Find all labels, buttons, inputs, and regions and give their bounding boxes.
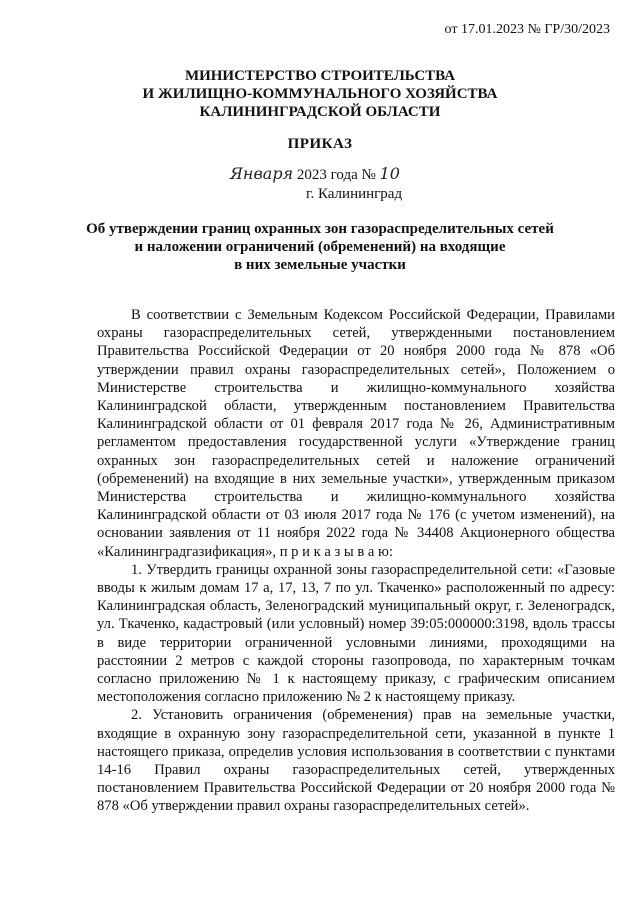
subject-line-3: в них земельные участки [234, 257, 406, 273]
paragraph-preamble: В соответствии с Земельным Кодексом Российской Федерации, Правилами охраны газораспределительных сетей, утвержденными постановлением Правительства Российской Федерации от 20 ноября 2000 года № 878 «Об утверждении правил охраны газораспределительных сетей», Положением о Министерстве строительства и жилищно-коммунального хозяйства Калининградской области, утвержденным постановлением Правительства Калининградской области от 01 февраля 2017 года № 26, Административным регламентом предоставления государственной услуги «Утверждение границ охранных зон газораспределительных сетей и наложение ограничений (обременений) на входящие в них земельные участки», утвержденным приказом Министерства строительства и жилищно-коммунального хозяйства Калининградской области от 03 июля 2017 года № 176 (с учетом изменений), на основании заявления от 11 ноября 2022 года № 34408 Акционерного общества «Калининградгазификация», п р и к а з ы в а ю: [97, 307, 615, 560]
ministry-line-1: МИНИСТЕРСТВО СТРОИТЕЛЬСТВА [184, 68, 456, 84]
city: г. Калининград [306, 186, 403, 202]
subject-line-1: Об утверждении границ охранных зон газораспределительных сетей [86, 221, 554, 237]
ministry-line-2: И ЖИЛИЩНО-КОММУНАЛЬНОГО ХОЗЯЙСТВА [142, 86, 498, 102]
registration-number: от 17.01.2023 № ГР/30/2023 [444, 22, 610, 37]
handwritten-month: Января [230, 164, 294, 183]
paragraph-item-2: 2. Установить ограничения (обременения) прав на земельные участки, входящие в охранную зону газораспределительной сети, указанной в пункте 1 настоящего приказа, определив условия использования в соответствии с пунктами 14-16 Правил охраны газораспределительных сетей, утвержденных постановлением Правительства Российской Федерации от 20 ноября 2000 года № 878 «Об утверждении правил охраны газораспределительных сетей». [97, 707, 615, 815]
ministry-header [0, 67, 640, 121]
document-subject [0, 220, 640, 274]
date-line [230, 164, 400, 184]
subject-line-2: и наложении ограничений (обременений) на входящие [134, 239, 506, 255]
year-text: 2023 года № [296, 167, 376, 183]
handwritten-number: 10 [379, 164, 400, 183]
paragraph-item-1: 1. Утвердить границы охранной зоны газораспределительной сети: «Газовые вводы к жилым домам 17 а, 17, 13, 7 по ул. Ткаченко» расположенный по адресу: Калининградская область, Зеленоградский муниципальный округ, г. Зеленоградск, ул. Ткаченко, кадастровый (или условный) номер 39:05:000000:3198, вдоль трассы в виде территории ограниченной условными линиями, проходящими на расстоянии 2 метров с каждой стороны газопровода, по характерным точкам согласно приложению № 1 к настоящему приказу, с графическим описанием местоположения согласно приложению № 2 к настоящему приказу. [97, 561, 615, 706]
document-body [97, 306, 615, 816]
document-type: ПРИКАЗ [287, 136, 353, 152]
ministry-line-3: КАЛИНИНГРАДСКОЙ ОБЛАСТИ [199, 104, 441, 120]
